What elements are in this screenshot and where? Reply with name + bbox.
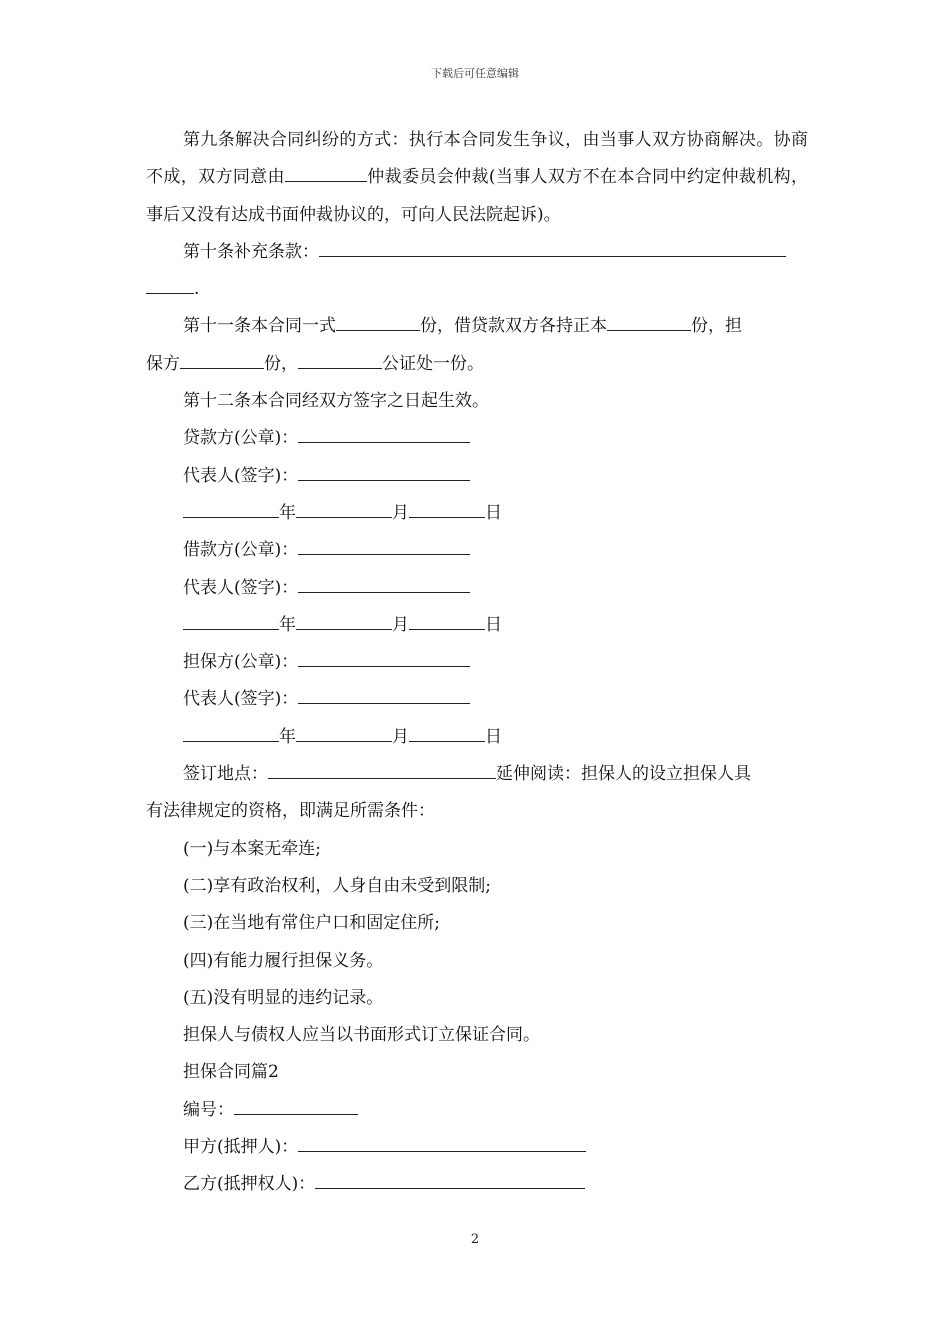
party-a-label: 甲方(抵押人)： bbox=[183, 1137, 299, 1158]
originals-blank bbox=[607, 329, 691, 331]
day-blank bbox=[409, 516, 485, 518]
year-label: 年 bbox=[279, 726, 296, 747]
guarantor-rep-blank bbox=[298, 702, 470, 704]
year-blank bbox=[183, 516, 279, 518]
article-11 bbox=[146, 308, 808, 345]
article-9-text-b: 仲裁委员会仲裁(当事人双方不在本合同中约定仲裁机构，事后又没有达成书面仲裁协议的，可向人民法院起诉)。 bbox=[146, 167, 809, 225]
article-11-text-c: 份，担 bbox=[691, 316, 742, 337]
supplementary-blank-2 bbox=[146, 292, 194, 294]
lender-seal-blank bbox=[298, 441, 470, 443]
article-9-text: 第九条解决合同纠纷的方式：执行本合同发生争议，由当事人双方协商解决。协商不成，双方同意由 bbox=[146, 130, 808, 188]
party-b-blank bbox=[315, 1187, 585, 1189]
guarantor-seal-blank bbox=[298, 665, 470, 667]
page-number: 2 bbox=[470, 1232, 480, 1247]
page-header-note: 下载后可任意编辑 bbox=[431, 67, 519, 80]
lender-rep-blank bbox=[298, 479, 470, 481]
year-label: 年 bbox=[279, 502, 296, 523]
year-blank bbox=[183, 740, 279, 742]
arbitration-blank bbox=[285, 180, 367, 182]
lender-rep-line bbox=[146, 458, 808, 495]
lender-date-line bbox=[146, 495, 808, 532]
sign-place-blank bbox=[268, 777, 496, 779]
article-11-text-e: 份， bbox=[264, 353, 298, 374]
article-12: 第十二条本合同经双方签字之日起生效。 bbox=[183, 391, 489, 412]
guarantor-seal-label: 担保方(公章)： bbox=[183, 652, 299, 673]
day-label: 日 bbox=[485, 502, 502, 523]
borrower-seal-line bbox=[146, 532, 808, 569]
lender-rep-label: 代表人(签字)： bbox=[183, 465, 299, 486]
extended-reading-text: 延伸阅读：担保人的设立担保人具 bbox=[496, 764, 751, 785]
article-10-end: . bbox=[194, 279, 200, 300]
month-blank bbox=[296, 628, 392, 630]
article-10-continuation bbox=[146, 271, 808, 308]
condition-2: (二)享有政治权利，人身自由未受到限制; bbox=[183, 875, 491, 896]
article-11-continuation bbox=[146, 346, 808, 383]
article-11-text-b: 份，借贷款双方各持正本 bbox=[420, 316, 607, 337]
month-blank bbox=[296, 516, 392, 518]
article-10-label: 第十条补充条款： bbox=[183, 241, 319, 262]
copies-blank bbox=[336, 329, 420, 331]
document-body bbox=[146, 122, 808, 1204]
sign-place-line bbox=[146, 756, 808, 793]
guarantor-seal-line bbox=[146, 644, 808, 681]
contract-number-line bbox=[146, 1092, 808, 1129]
condition-3: (三)在当地有常住户口和固定住所; bbox=[183, 913, 440, 934]
month-label: 月 bbox=[392, 614, 409, 635]
borrower-rep-blank bbox=[298, 591, 470, 593]
party-b-label: 乙方(抵押权人)： bbox=[183, 1174, 316, 1195]
party-a-blank bbox=[298, 1150, 586, 1152]
written-contract-note: 担保人与债权人应当以书面形式订立保证合同。 bbox=[183, 1025, 540, 1046]
article-9 bbox=[146, 122, 808, 234]
day-label: 日 bbox=[485, 726, 502, 747]
party-b-line bbox=[146, 1166, 808, 1203]
sign-place-label: 签订地点： bbox=[183, 764, 268, 785]
month-blank bbox=[296, 740, 392, 742]
condition-1: (一)与本案无牵连; bbox=[183, 838, 321, 859]
borrower-rep-label: 代表人(签字)： bbox=[183, 577, 299, 598]
borrower-rep-line bbox=[146, 570, 808, 607]
day-blank bbox=[409, 628, 485, 630]
guarantor-copies-blank bbox=[180, 367, 264, 369]
article-11-text-f: 公证处一份。 bbox=[382, 353, 484, 374]
condition-5: (五)没有明显的违约记录。 bbox=[183, 987, 384, 1008]
month-label: 月 bbox=[392, 726, 409, 747]
article-11-text-a: 第十一条本合同一式 bbox=[183, 316, 336, 337]
notary-blank bbox=[298, 367, 382, 369]
party-a-line bbox=[146, 1129, 808, 1166]
day-blank bbox=[409, 740, 485, 742]
borrower-seal-label: 借款方(公章)： bbox=[183, 540, 299, 561]
guarantor-rep-line bbox=[146, 681, 808, 718]
year-blank bbox=[183, 628, 279, 630]
lender-seal-label: 贷款方(公章)： bbox=[183, 428, 299, 449]
guarantor-date-line bbox=[146, 719, 808, 756]
borrower-date-line bbox=[146, 607, 808, 644]
day-label: 日 bbox=[485, 614, 502, 635]
guarantor-rep-label: 代表人(签字)： bbox=[183, 689, 299, 710]
month-label: 月 bbox=[392, 502, 409, 523]
article-10 bbox=[146, 234, 808, 271]
contract-number-label: 编号： bbox=[183, 1099, 234, 1120]
condition-4: (四)有能力履行担保义务。 bbox=[183, 950, 384, 971]
year-label: 年 bbox=[279, 614, 296, 635]
contract-number-blank bbox=[234, 1113, 358, 1115]
article-11-text-d: 保方 bbox=[146, 353, 180, 374]
borrower-seal-blank bbox=[298, 553, 470, 555]
lender-seal-line bbox=[146, 420, 808, 457]
supplementary-blank bbox=[319, 255, 786, 257]
extended-reading-continuation: 有法律规定的资格，即满足所需条件： bbox=[146, 801, 435, 822]
section-title-2: 担保合同篇2 bbox=[183, 1062, 279, 1083]
